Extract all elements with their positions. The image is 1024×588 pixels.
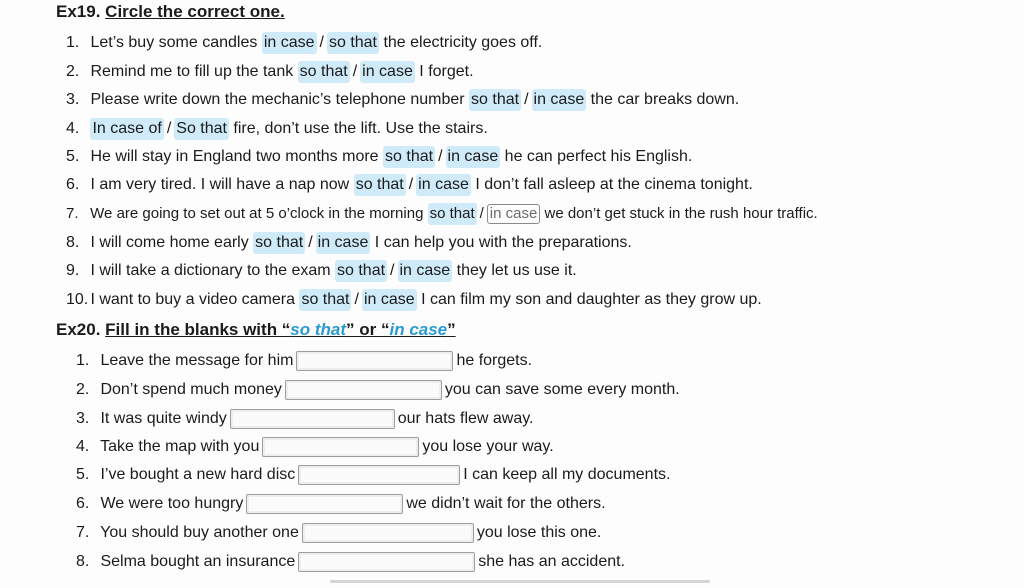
item-number: 1. [76,352,90,369]
ex20-word-so-that: so that [290,320,347,339]
item-number: 5. [76,466,90,483]
option-separator: / [354,291,359,308]
sentence-start: I want to buy a video camera [90,291,300,308]
ex20-label: Ex20. [56,320,101,339]
ex20-word-in-case: in case [389,320,448,339]
item-number: 2. [76,381,90,398]
ex20-item [76,407,534,431]
item-number: 7. [66,205,79,222]
sentence-start: I’ve bought a new hard disc [100,466,296,483]
sentence-start: Let’s buy some candles [90,34,262,51]
sentence-start: We are going to set out at 5 o’clock in the morning [90,205,428,222]
ex20-title-start: Fill in the blanks with “ [105,320,291,339]
item-number: 4. [76,438,90,455]
sentence-end: he can perfect his English. [500,148,693,165]
option-separator: / [479,205,484,222]
option-separator: / [390,262,395,279]
ex19-item [66,31,542,55]
answer-blank[interactable] [246,494,403,514]
ex19-heading [56,2,285,22]
option-a[interactable]: so that [354,174,406,196]
ex20-title-end: ” [447,320,456,339]
sentence-start: Please write down the mechanic’s telephone number [90,91,470,108]
option-separator: / [438,148,443,165]
sentence-end: you lose your way. [422,438,554,455]
ex19-title: Circle the correct one. [105,2,285,21]
ex20-title [105,320,455,339]
sentence-start: Selma bought an insurance [100,553,296,570]
option-b[interactable]: in case [416,174,471,196]
answer-blank[interactable] [298,552,475,572]
option-a[interactable]: so that [383,146,435,168]
ex19-item [66,60,474,84]
option-b[interactable]: in case [362,289,417,311]
ex19-label: Ex19. [56,2,101,21]
cut-off-next-line [330,580,710,583]
sentence-end: I can help you with the preparations. [370,234,632,251]
sentence-end: I don’t fall asleep at the cinema tonight. [470,176,753,193]
ex19-item [66,288,762,312]
sentence-end: we didn’t wait for the others. [406,495,606,512]
sentence-start: He will stay in England two months more [90,148,384,165]
option-a[interactable]: so that [335,260,387,282]
sentence-start: We were too hungry [100,495,244,512]
sentence-start: I will come home early [90,234,254,251]
option-a[interactable]: so that [428,203,477,225]
ex19-item [66,173,753,197]
sentence-end: he forgets. [456,352,533,369]
ex20-item [76,492,606,516]
option-separator: / [352,63,358,80]
ex19-item [66,117,488,141]
sentence-start: It was quite windy [100,410,227,427]
answer-blank[interactable] [302,523,474,543]
item-number: 2. [66,63,80,80]
option-a[interactable]: so that [299,289,351,311]
ex19-item [66,259,577,283]
option-separator: / [319,34,324,51]
option-b[interactable]: So that [174,118,229,140]
sentence-start: I will take a dictionary to the exam [90,262,336,279]
sentence-end: our hats flew away. [397,410,534,427]
ex20-item [76,435,554,459]
ex19-item [66,231,632,255]
sentence-end: I can keep all my documents. [463,466,671,483]
sentence-end: you can save some every month. [444,381,680,398]
sentence-start: Leave the message for him [100,352,294,369]
sentence-end: they let us use it. [452,262,577,279]
item-number: 8. [66,234,80,251]
option-b[interactable]: so that [327,32,379,54]
sentence-end: I forget. [414,63,474,80]
option-separator: / [166,120,172,137]
sentence-end: we don’t get stuck in the rush hour traffic. [540,205,818,222]
option-a[interactable]: so that [298,61,350,83]
sentence-end: I can film my son and daughter as they grow up. [416,291,762,308]
ex20-title-middle: ” or “ [346,320,390,339]
option-b[interactable]: in case [360,61,415,83]
answer-blank[interactable] [285,380,442,400]
sentence-start: Remind me to fill up the tank [90,63,298,80]
sentence-end: fire, don’t use the lift. Use the stairs. [228,120,488,137]
item-number: 10. [66,291,89,308]
sentence-end: the electricity goes off. [379,34,543,51]
option-separator: / [308,234,313,251]
sentence-start: You should buy another one [100,524,299,541]
sentence-start: I am very tired. I will have a nap now [90,176,354,193]
ex20-item [76,463,670,487]
answer-blank[interactable] [296,351,453,371]
sentence-end: you lose this one. [476,524,602,541]
item-number: 7. [76,524,90,541]
sentence-end: she has an accident. [478,553,626,570]
sentence-end: the car breaks down. [586,91,740,108]
option-b[interactable]: in case [532,89,587,111]
option-a[interactable]: in case [262,32,317,54]
option-separator: / [524,91,529,108]
ex20-item [76,349,532,373]
option-separator: / [408,176,414,193]
ex19-item [66,88,739,112]
item-number: 3. [66,91,80,108]
sentence-start: Don’t spend much money [100,381,282,398]
option-a[interactable]: so that [253,232,305,254]
option-a[interactable]: so that [469,89,521,111]
ex20-item [76,550,625,574]
option-b[interactable]: in case [316,232,371,254]
option-b[interactable]: in case [398,260,453,282]
item-number: 6. [76,495,90,512]
answer-blank[interactable] [298,465,460,485]
ex20-item [76,521,601,545]
ex19-item [66,145,692,169]
item-number: 8. [76,553,90,570]
item-number: 5. [66,148,80,165]
option-a[interactable]: In case of [90,118,163,140]
item-number: 1. [66,34,80,51]
option-b-circled[interactable]: in case [487,204,541,224]
sentence-start: Take the map with you [100,438,260,455]
answer-blank[interactable] [262,437,419,457]
item-number: 9. [66,262,80,279]
item-number: 6. [66,176,80,193]
item-number: 4. [66,120,80,137]
answer-blank[interactable] [230,409,395,429]
ex20-heading [56,320,456,340]
ex20-item [76,378,680,402]
option-b[interactable]: in case [446,146,501,168]
item-number: 3. [76,410,90,427]
ex19-item [66,202,818,226]
